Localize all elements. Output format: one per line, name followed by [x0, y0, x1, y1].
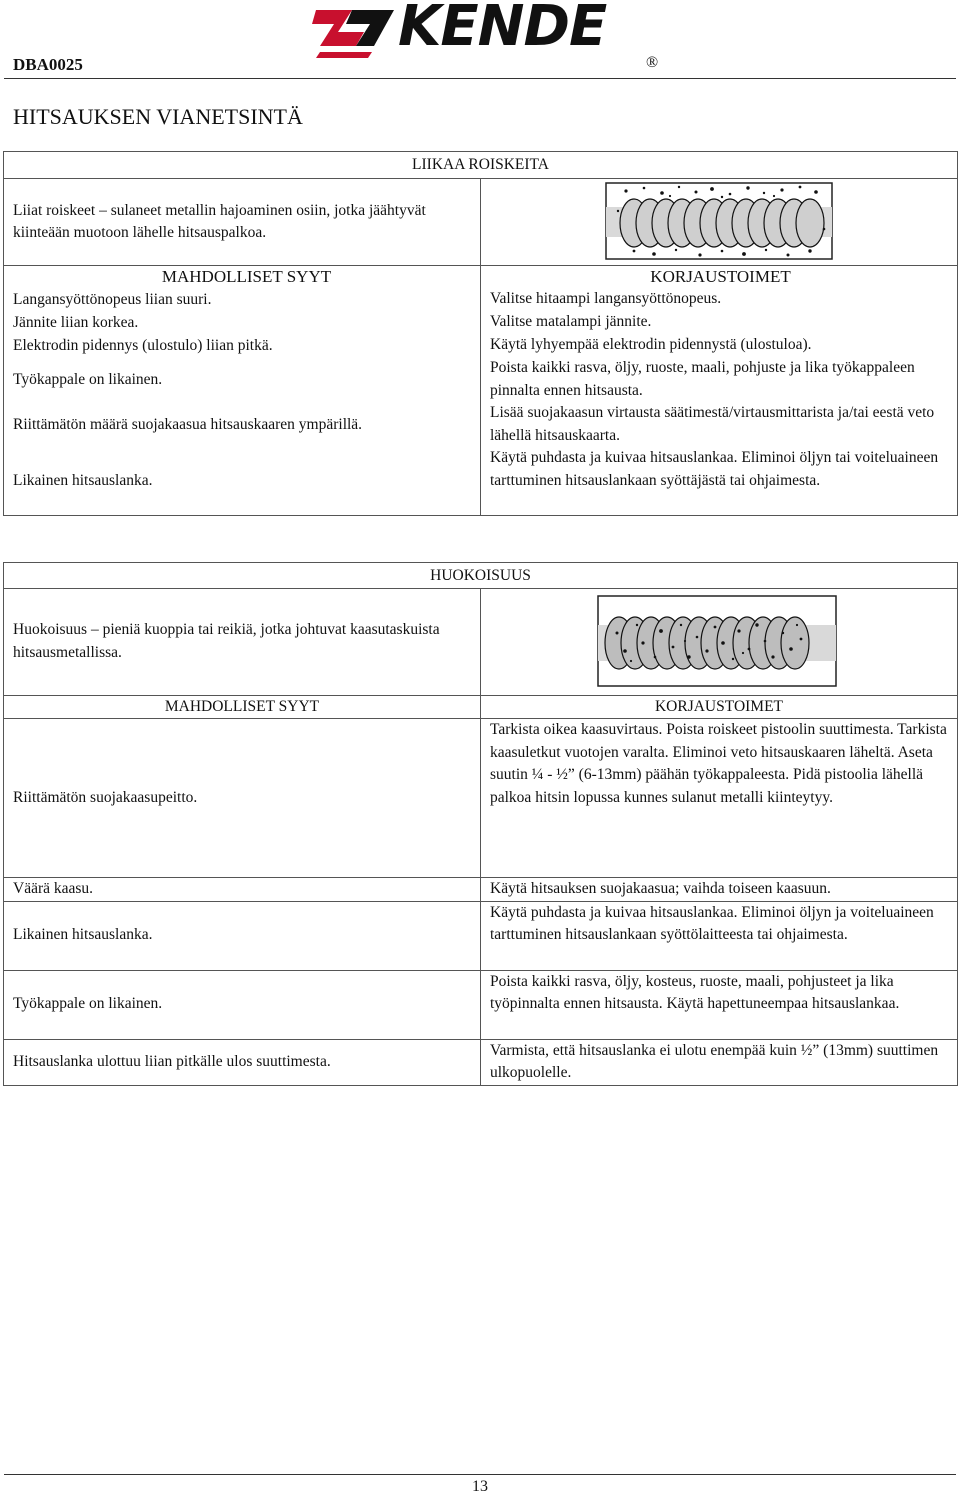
section-description: Huokoisuus – pieniä kuoppia tai reikiä, jotka johtuvat kaasutaskuista hitsausmetallissa.	[4, 588, 481, 695]
page-header	[0, 0, 960, 82]
porosity-weld-image	[597, 595, 837, 687]
page-title: HITSAUKSEN VIANETSINTÄ	[13, 104, 303, 129]
section-description: Liiat roiskeet – sulaneet metallin hajoaminen osiin, jotka jäähtyvät kiinteään muotoon lähelle hitsauspalkoa.	[4, 179, 481, 266]
spatter-weld-image	[604, 181, 834, 261]
remedy-item: Tarkista oikea kaasuvirtaus. Poista roiskeet pistoolin suuttimesta. Tarkista kaasuletkut vuotojen varalta. Eliminoi veto hitsauskaaren läheltä. Aseta suutin ¼ - ½” (6-13mm) päähän työkappaleesta. Pidä pistoolia lähellä palkoa hitsin lopussa kunnes sulanut metalli kiinteytyy.	[481, 719, 958, 878]
section-title: HUOKOISUUS	[4, 563, 958, 589]
spatter-weld-illustration	[481, 179, 958, 266]
logo-mark-icon	[312, 2, 402, 60]
remedy-item: Lisää suojakaasun virtausta säätimestä/virtausmittarista ja/tai eestä veto lähellä hitsauskaarta.	[490, 404, 935, 444]
remedy-item: Varmista, että hitsauslanka ei ulotu enempää kuin ½” (13mm) suuttimen ulkopuolelle.	[481, 1039, 958, 1085]
cause-item: Elektrodin pidennys (ulostulo) liian pitkä.	[13, 337, 273, 354]
porosity-weld-illustration	[481, 588, 958, 695]
section-title: LIIKAA ROISKEITA	[4, 152, 958, 179]
remedies-header: KORJAUSTOIMET	[650, 267, 791, 286]
remedy-item: Poista kaikki rasva, öljy, ruoste, maali, pohjuste ja lika työkappaleen pinnalta ennen hitsausta.	[490, 359, 915, 399]
cause-item: Langansyöttönopeus liian suuri.	[13, 291, 212, 308]
remedies-column	[481, 266, 958, 516]
cause-item: Riittämätön suojakaasupeitto.	[4, 719, 481, 878]
cause-item: Hitsauslanka ulottuu liian pitkälle ulos suuttimesta.	[4, 1039, 481, 1085]
remedies-header: KORJAUSTOIMET	[481, 695, 958, 719]
cause-item: Työkappale on likainen.	[4, 970, 481, 1039]
remedy-item: Käytä hitsauksen suojakaasua; vaihda toiseen kaasuun.	[481, 878, 958, 902]
remedy-item: Käytä puhdasta ja kuivaa hitsauslankaa. Eliminoi öljyn tai voiteluaineen tarttuminen hitsauslankaan syöttäjästä tai ohjaimesta.	[490, 449, 939, 489]
header-divider	[4, 78, 956, 79]
footer-divider	[4, 1474, 956, 1475]
causes-header: MAHDOLLISET SYYT	[161, 267, 332, 286]
remedy-item: Valitse matalampi jännite.	[490, 313, 652, 330]
document-code: DBA0025	[13, 55, 83, 74]
kende-logo	[312, 2, 636, 60]
page-number: 13	[472, 1478, 488, 1495]
cause-item: Työkappale on likainen.	[13, 371, 163, 388]
section-porosity	[3, 562, 958, 1086]
cause-item: Riittämätön määrä suojakaasua hitsauskaaren ympärillä.	[13, 416, 363, 433]
remedy-item: Käytä lyhyempää elektrodin pidennystä (ulostuloa).	[490, 336, 812, 353]
cause-item: Jännite liian korkea.	[13, 314, 139, 331]
remedy-item: Poista kaikki rasva, öljy, kosteus, ruoste, maali, pohjusteet ja lika työpinnalta ennen hitsausta. Käytä hapettuneempaa hitsauslankaa.	[481, 970, 958, 1039]
registered-mark: ®	[646, 54, 659, 71]
cause-item: Väärä kaasu.	[4, 878, 481, 902]
causes-column	[4, 266, 481, 516]
brand-wordmark: KENDE	[398, 0, 607, 59]
cause-item: Likainen hitsauslanka.	[13, 472, 153, 489]
section-spatter	[3, 151, 958, 516]
remedy-item: Käytä puhdasta ja kuivaa hitsauslankaa. Eliminoi öljyn ja voiteluaineen tarttuminen hitsauslankaan syöttölaitteesta tai ohjaimesta.	[481, 901, 958, 970]
cause-item: Likainen hitsauslanka.	[4, 901, 481, 970]
causes-header: MAHDOLLISET SYYT	[4, 695, 481, 719]
remedy-item: Valitse hitaampi langansyöttönopeus.	[490, 290, 722, 307]
